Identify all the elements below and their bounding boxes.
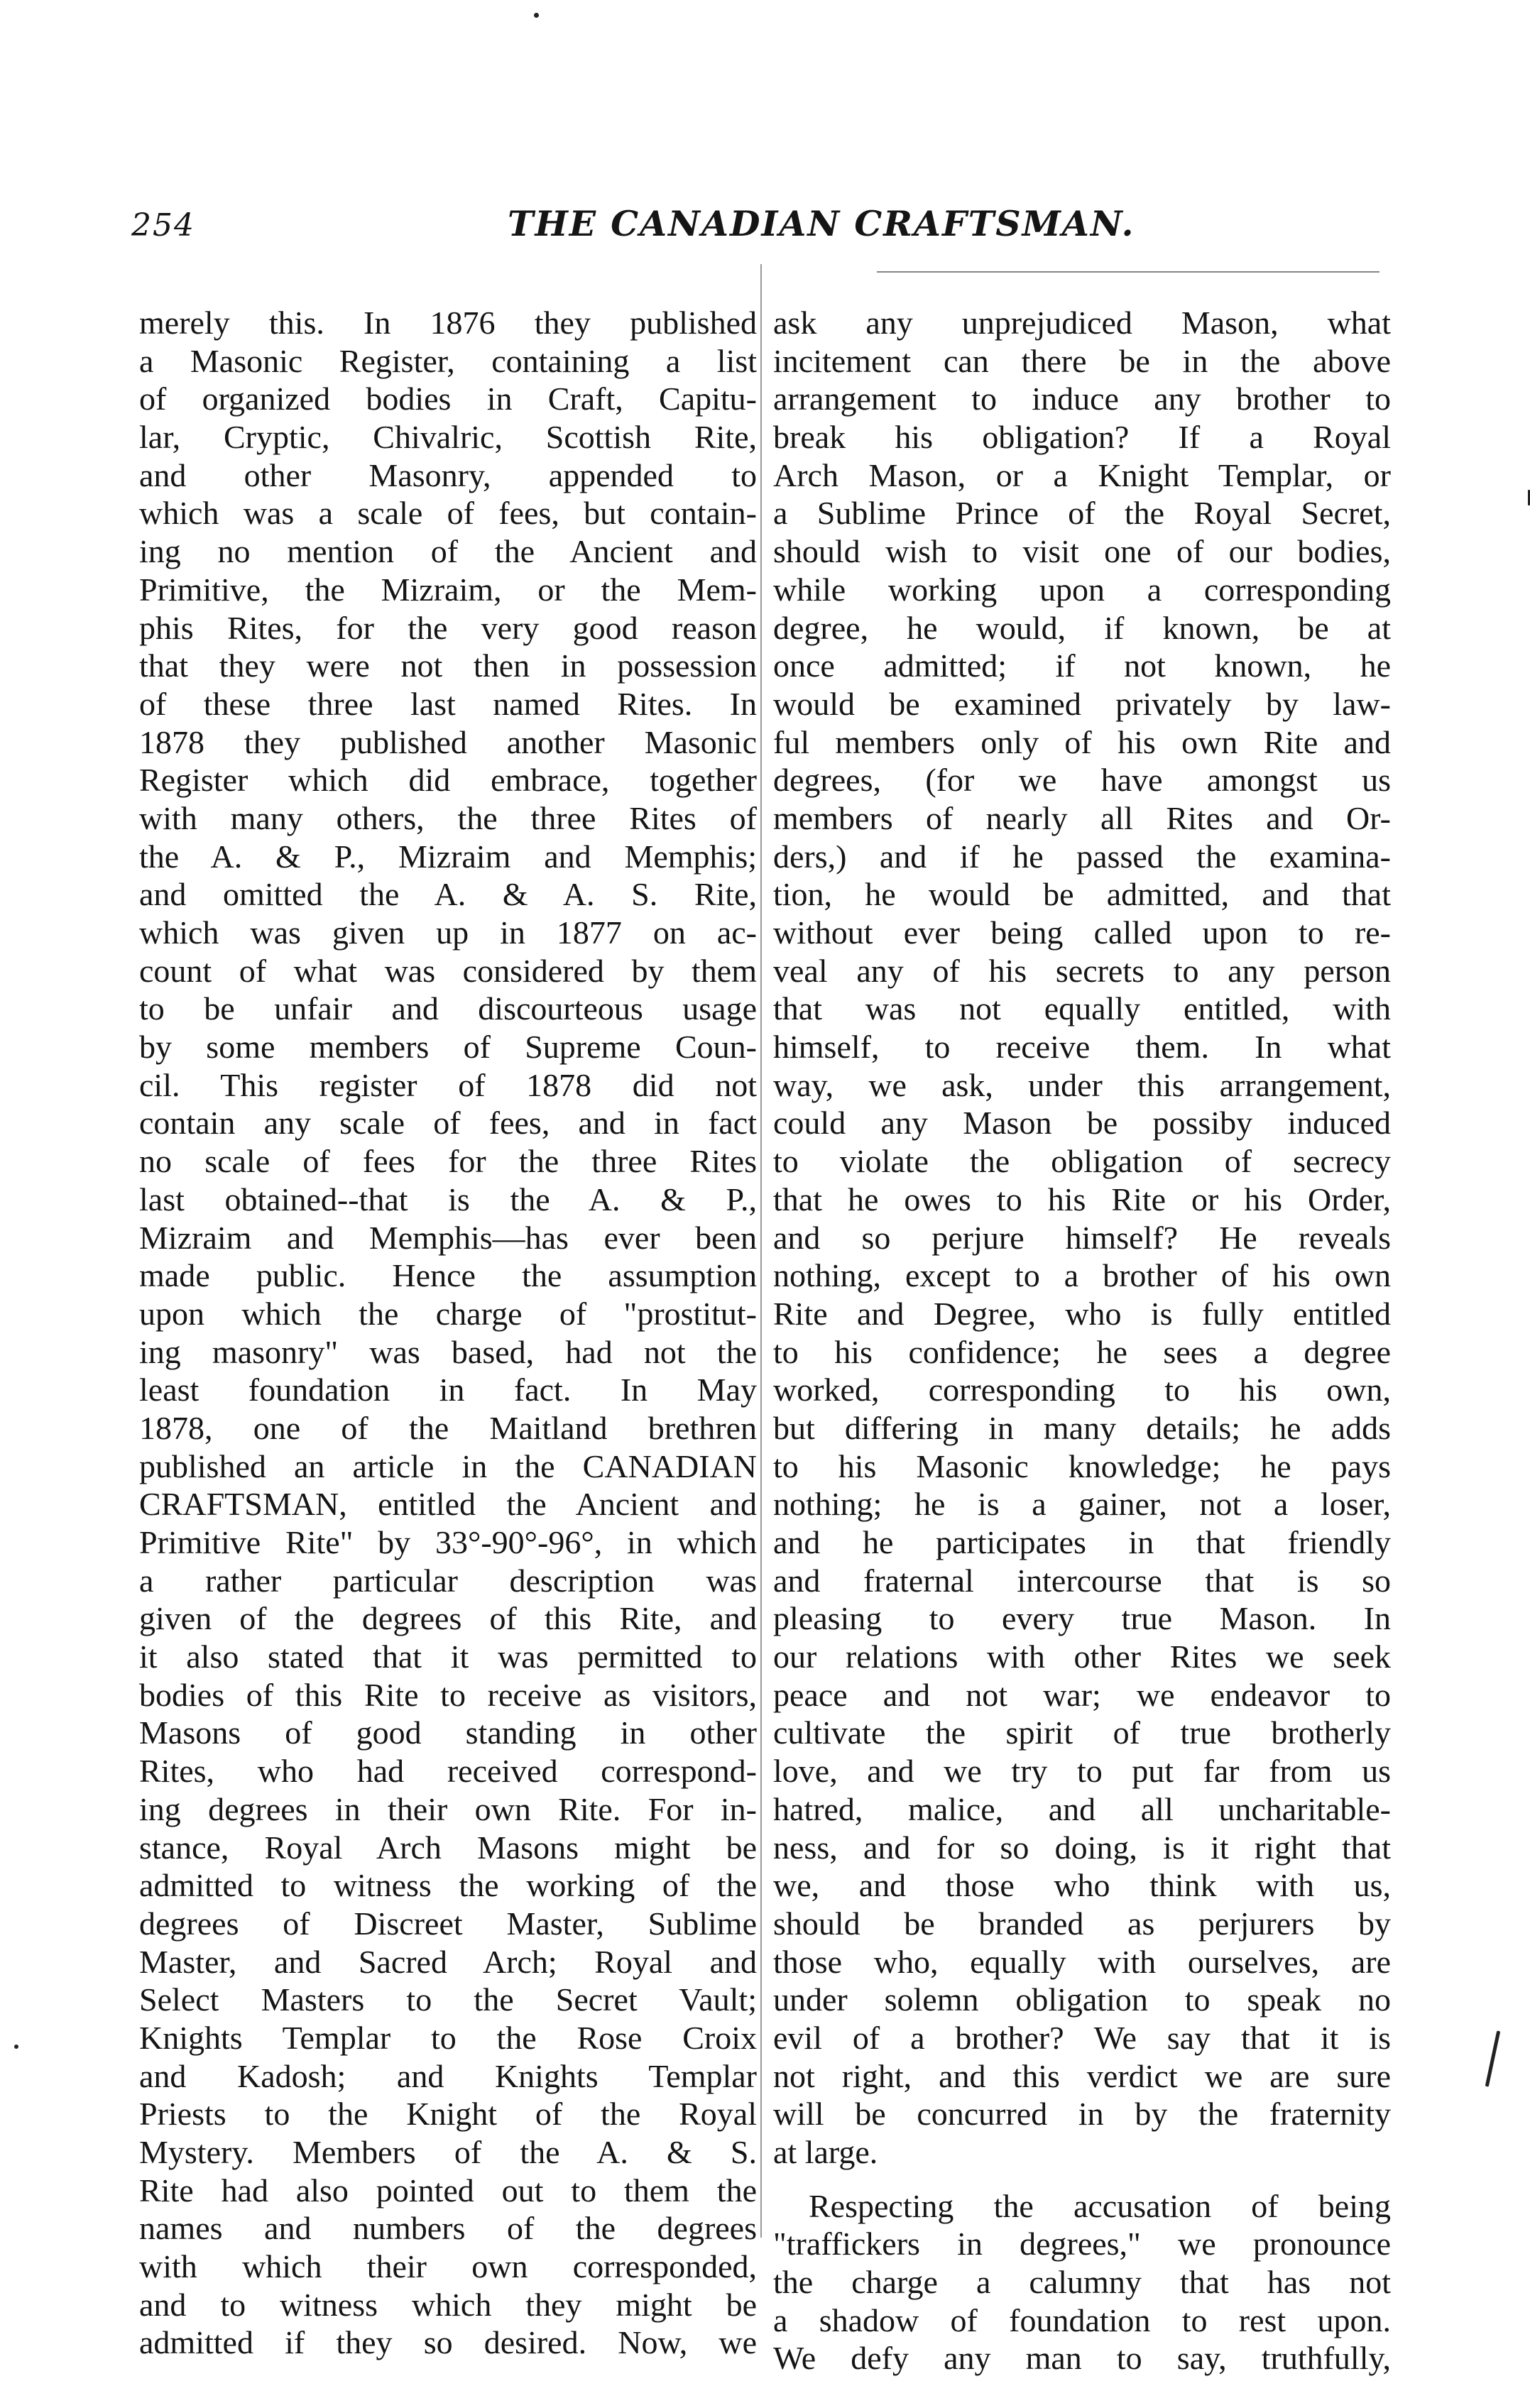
text-line: peace and not war; we endeavor to <box>773 1676 1391 1713</box>
text-line: and to witness which they might be <box>139 2286 757 2323</box>
text-line: Masons of good standing in other <box>139 1714 757 1751</box>
text-line: ful members only of his own Rite and <box>773 723 1391 760</box>
text-line: Master, and Sacred Arch; Royal and <box>139 1943 757 1980</box>
text-line: degrees of Discreet Master, Sublime <box>139 1905 757 1942</box>
text-line: worked, corresponding to his own, <box>773 1372 1391 1408</box>
text-line: and other Masonry, appended to <box>139 456 757 493</box>
text-line: Rite and Degree, who is fully entitled <box>773 1295 1391 1332</box>
text-line: with many others, the three Rites of <box>139 799 757 836</box>
right-column <box>773 304 1391 2377</box>
text-line: Respecting the accusation of being <box>809 2187 1391 2224</box>
text-line: contain any scale of fees, and in fact <box>139 1105 757 1142</box>
text-line: once admitted; if not known, he <box>773 647 1391 684</box>
text-line: to be unfair and discourteous usage <box>139 990 757 1027</box>
text-line: made public. Hence the assumption <box>139 1257 757 1294</box>
text-line: our relations with other Rites we seek <box>773 1638 1391 1675</box>
text-line: ing masonry" was based, had not the <box>139 1333 757 1370</box>
text-line: hatred, malice, and all uncharitable- <box>773 1790 1391 1827</box>
text-line: Mystery. Members of the A. & S. <box>139 2134 757 2170</box>
text-line: CRAFTSMAN, entitled the Ancient and <box>139 1486 757 1523</box>
text-line: nothing; he is a gainer, not a loser, <box>773 1486 1391 1523</box>
text-line: those who, equally with ourselves, are <box>773 1943 1391 1980</box>
text-line: that was not equally entitled, with <box>773 990 1391 1027</box>
text-line: could any Mason be possiby induced <box>773 1105 1391 1142</box>
text-line: Knights Templar to the Rose Croix <box>139 2019 757 2056</box>
text-line: a Sublime Prince of the Royal Secret, <box>773 495 1391 532</box>
text-line: not right, and this verdict we are sure <box>773 2057 1391 2094</box>
text-line: to his Masonic knowledge; he pays <box>773 1447 1391 1484</box>
text-line: Rites, who had received correspond- <box>139 1753 757 1790</box>
text-line: pleasing to every true Mason. In <box>773 1600 1391 1637</box>
text-line: at large. <box>773 2134 878 2170</box>
text-line: Mizraim and Memphis—has ever been <box>139 1219 757 1256</box>
text-line: stance, Royal Arch Masons might be <box>139 1829 757 1866</box>
column-divider <box>760 264 762 2238</box>
text-line: under solemn obligation to speak no <box>773 1981 1391 2018</box>
text-line: "traffickers in degrees," we pronounce <box>773 2226 1391 2262</box>
text-line: nothing, except to a brother of his own <box>773 1257 1391 1294</box>
text-line: no scale of fees for the three Rites <box>139 1143 757 1180</box>
text-line: veal any of his secrets to any person <box>773 952 1391 989</box>
text-line: admitted to witness the working of the <box>139 1867 757 1904</box>
text-line: We defy any man to say, truthfully, <box>773 2340 1391 2377</box>
text-line: that he owes to his Rite or his Order, <box>773 1181 1391 1217</box>
text-line: Register which did embrace, together <box>139 762 757 799</box>
text-line: last obtained--that is the A. & P., <box>139 1181 757 1217</box>
text-line: admitted if they so desired. Now, we <box>139 2324 757 2361</box>
text-line: the charge a calumny that has not <box>773 2264 1391 2301</box>
text-line: will be concurred in by the fraternity <box>773 2096 1391 2133</box>
text-line: which was a scale of fees, but contain- <box>139 495 757 532</box>
paragraph-gap <box>773 2172 1391 2187</box>
running-title: THE CANADIAN CRAFTSMAN. <box>508 203 1135 244</box>
text-line: by some members of Supreme Coun- <box>139 1029 757 1066</box>
text-line: should wish to visit one of our bodies, <box>773 533 1391 570</box>
text-line: members of nearly all Rites and Or- <box>773 799 1391 836</box>
text-line: lar, Cryptic, Chivalric, Scottish Rite, <box>139 419 757 456</box>
text-line: upon which the charge of "prostitut- <box>139 1295 757 1332</box>
text-line: love, and we try to put far from us <box>773 1753 1391 1790</box>
text-line: merely this. In 1876 they published <box>139 305 757 341</box>
text-line: Primitive, the Mizraim, or the Mem- <box>139 571 757 608</box>
text-line: published an article in the CANADIAN <box>139 1447 757 1484</box>
page-number: 254 <box>131 207 195 243</box>
text-line: without ever being called upon to re- <box>773 914 1391 951</box>
text-line: least foundation in fact. In May <box>139 1372 757 1408</box>
text-line: a shadow of foundation to rest upon. <box>773 2302 1391 2338</box>
text-line: and fraternal intercourse that is so <box>773 1562 1391 1599</box>
text-line: evil of a brother? We say that it is <box>773 2019 1391 2056</box>
text-line: names and numbers of the degrees <box>139 2210 757 2247</box>
text-line: count of what was considered by them <box>139 952 757 989</box>
text-line: which was given up in 1877 on ac- <box>139 914 757 951</box>
text-line: and Kadosh; and Knights Templar <box>139 2057 757 2094</box>
text-line: while working upon a corresponding <box>773 571 1391 608</box>
print-speck <box>1485 2030 1501 2086</box>
text-line: to violate the obligation of secrecy <box>773 1143 1391 1180</box>
text-line: ders,) and if he passed the examina- <box>773 838 1391 875</box>
text-line: given of the degrees of this Rite, and <box>139 1600 757 1637</box>
text-line: tion, he would be admitted, and that <box>773 876 1391 913</box>
text-line: ing no mention of the Ancient and <box>139 533 757 570</box>
text-line: phis Rites, for the very good reason <box>139 609 757 646</box>
text-line: with which their own corresponded, <box>139 2248 757 2285</box>
text-line: ask any unprejudiced Mason, what <box>773 305 1391 341</box>
text-line: Priests to the Knight of the Royal <box>139 2096 757 2133</box>
text-line: and he participates in that friendly <box>773 1524 1391 1560</box>
text-line: the A. & P., Mizraim and Memphis; <box>139 838 757 875</box>
text-line: cultivate the spirit of true brotherly <box>773 1714 1391 1751</box>
text-line: a Masonic Register, containing a list <box>139 342 757 379</box>
text-line: to his confidence; he sees a degree <box>773 1333 1391 1370</box>
text-line: arrangement to induce any brother to <box>773 381 1391 417</box>
text-line: way, we ask, under this arrangement, <box>773 1066 1391 1103</box>
text-line: of organized bodies in Craft, Capitu- <box>139 381 757 417</box>
text-line: degrees, (for we have amongst us <box>773 762 1391 799</box>
text-line: Rite had also pointed out to them the <box>139 2172 757 2209</box>
text-line: 1878 they published another Masonic <box>139 723 757 760</box>
text-line: Primitive Rite" by 33°-90°-96°, in which <box>139 1524 757 1560</box>
top-rule <box>877 271 1379 273</box>
text-line: himself, to receive them. In what <box>773 1029 1391 1066</box>
text-line: and so perjure himself? He reveals <box>773 1219 1391 1256</box>
text-line: cil. This register of 1878 did not <box>139 1066 757 1103</box>
print-speck <box>534 13 539 18</box>
text-line: a rather particular description was <box>139 1562 757 1599</box>
text-line: should be branded as perjurers by <box>773 1905 1391 1942</box>
text-line: Arch Mason, or a Knight Templar, or <box>773 456 1391 493</box>
text-line: would be examined privately by law- <box>773 685 1391 722</box>
text-line: incitement can there be in the above <box>773 342 1391 379</box>
print-speck <box>14 2045 18 2049</box>
text-line: 1878, one of the Maitland brethren <box>139 1409 757 1446</box>
text-line: we, and those who think with us, <box>773 1867 1391 1904</box>
text-line: it also stated that it was permitted to <box>139 1638 757 1675</box>
text-line: but differing in many details; he adds <box>773 1409 1391 1446</box>
text-line: break his obligation? If a Royal <box>773 419 1391 456</box>
left-column <box>139 304 757 2362</box>
text-line: that they were not then in possession <box>139 647 757 684</box>
text-line: of these three last named Rites. In <box>139 685 757 722</box>
text-line: degree, he would, if known, be at <box>773 609 1391 646</box>
text-line: and omitted the A. & A. S. Rite, <box>139 876 757 913</box>
text-line: ness, and for so doing, is it right that <box>773 1829 1391 1866</box>
text-line: bodies of this Rite to receive as visitors, <box>139 1676 757 1713</box>
text-line: Select Masters to the Secret Vault; <box>139 1981 757 2018</box>
text-line: ing degrees in their own Rite. For in- <box>139 1790 757 1827</box>
